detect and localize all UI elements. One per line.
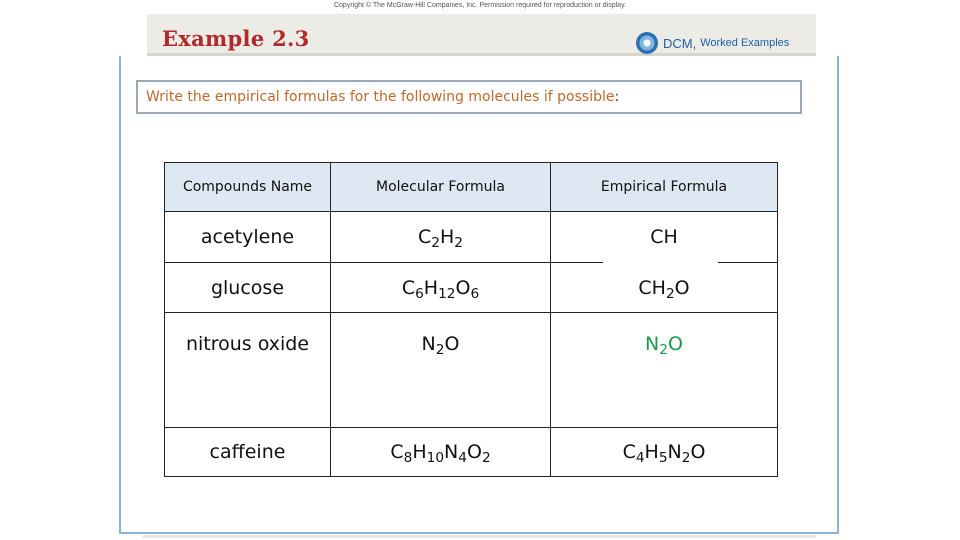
formula-table (164, 162, 778, 477)
subscript: 2 (481, 450, 491, 467)
compound-name-cell: glucose (165, 263, 331, 313)
element-symbol: C (418, 226, 432, 248)
table-row (165, 263, 778, 313)
subscript: 2 (431, 235, 440, 252)
copyright-notice: Copyright © The McGraw-Hill Companies, Inc. Permission required for reproduction or display. (333, 2, 626, 9)
empirical-formula-cell (551, 263, 778, 313)
cd-icon (636, 32, 658, 54)
border-gap (603, 261, 718, 265)
molecular-formula-cell (331, 263, 551, 313)
dcm-badge (636, 32, 789, 54)
molecular-formula-cell (331, 428, 551, 477)
prompt-main: Write the empirical formulas for the following molecules if possible (146, 89, 615, 105)
subscript: 6 (415, 285, 424, 302)
subscript: 2 (435, 342, 445, 359)
header-empirical-formula: Empirical Formula (551, 163, 778, 212)
subscript: 4 (635, 450, 645, 467)
element-symbol: O (444, 333, 460, 355)
element-symbol: CH (650, 226, 678, 248)
empirical-formula-cell (551, 212, 778, 263)
compound-name-cell: acetylene (165, 212, 331, 263)
prompt-box (136, 80, 802, 114)
subscript: 5 (658, 450, 668, 467)
subscript: 2 (665, 285, 675, 302)
badge-text: Worked Examples (700, 37, 790, 49)
empirical-formula-cell (551, 428, 778, 477)
subscript: 10 (426, 450, 445, 467)
subscript: 2 (454, 235, 463, 252)
badge-dcm: DCM, (663, 35, 697, 51)
element-symbol: N (667, 441, 682, 463)
compound-name-cell: nitrous oxide (165, 313, 331, 428)
empirical-formula-cell (551, 313, 778, 428)
compound-name-cell: caffeine (165, 428, 331, 477)
prompt-colon: : (614, 89, 620, 105)
table-row (165, 428, 778, 477)
subscript: 6 (470, 285, 480, 302)
header-molecular-formula: Molecular Formula (331, 163, 551, 212)
subscript: 12 (438, 285, 456, 302)
table-header-row (165, 163, 778, 212)
element-symbol: C (401, 276, 416, 299)
header-compound-name: Compounds Name (165, 163, 331, 212)
subscript: 4 (458, 450, 467, 467)
table-row (165, 313, 778, 428)
molecular-formula-cell (331, 212, 551, 263)
table-row (165, 212, 778, 263)
molecular-formula-cell (331, 313, 551, 428)
subscript: 8 (403, 450, 413, 467)
element-symbol: O (667, 333, 683, 355)
element-symbol: N (421, 333, 436, 355)
bottom-divider (143, 535, 816, 538)
element-symbol: O (674, 276, 690, 299)
prompt-text (146, 89, 619, 105)
element-symbol: H (439, 226, 455, 248)
element-symbol: H (412, 441, 427, 463)
element-symbol: N (444, 441, 459, 463)
example-title: Example 2.3 (162, 26, 310, 51)
subscript: 2 (681, 450, 691, 467)
element-symbol: C (622, 441, 636, 463)
element-symbol: N (645, 333, 660, 355)
element-symbol: H (644, 441, 659, 463)
subscript: 2 (659, 342, 668, 359)
element-symbol: O (466, 441, 482, 463)
element-symbol: C (390, 441, 404, 463)
element-symbol: O (690, 441, 706, 463)
element-symbol: H (423, 276, 439, 299)
element-symbol: CH (638, 276, 666, 299)
element-symbol: O (455, 276, 471, 299)
